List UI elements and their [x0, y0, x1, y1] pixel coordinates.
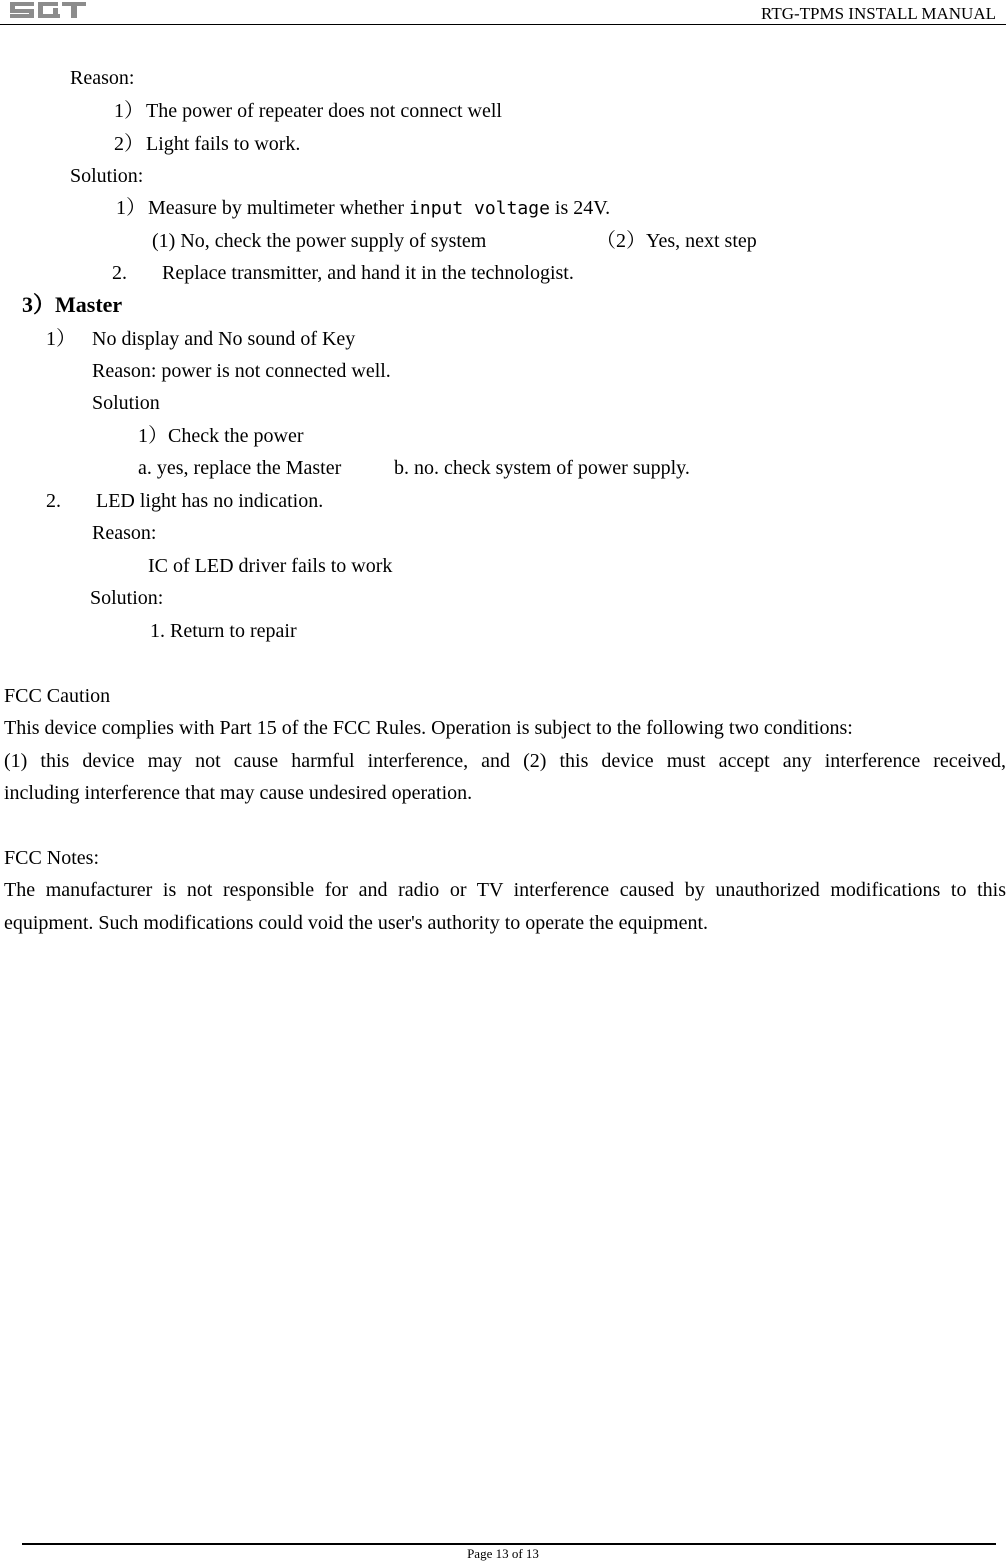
page-number: Page 13 of 13 — [467, 1546, 539, 1561]
master-issue-1-reason: Reason: power is not connected well. — [92, 360, 391, 382]
master-issue-1-number: 1） — [46, 328, 76, 350]
master-issue-2-reason-label: Reason: — [92, 522, 157, 544]
master-issue-2-title: LED light has no indication. — [96, 490, 324, 512]
solution-step-2-text: Replace transmitter, and hand it in the technologist. — [162, 262, 574, 284]
company-logo — [8, 0, 88, 20]
fcc-caution-title: FCC Caution — [4, 685, 111, 707]
solution-step-1-pre: Measure by multimeter whether — [148, 197, 410, 219]
input-voltage-term: input voltage — [409, 198, 550, 219]
footer-divider — [22, 1543, 996, 1545]
reason-item-2-number: 2） — [114, 133, 144, 155]
solution-option-yes: （2）Yes, next step — [596, 230, 757, 252]
reason-item-1 — [114, 101, 502, 121]
master-issue-2-reason: IC of LED driver fails to work — [148, 555, 393, 577]
fcc-notes-line-2: equipment. Such modifications could void the user's authority to operate the equipment. — [4, 912, 709, 934]
fcc-caution-line-1: This device complies with Part 15 of the FCC Rules. Operation is subject to the following two conditions: — [4, 717, 853, 739]
reason-item-2-text: Light fails to work. — [146, 133, 301, 155]
fcc-caution-line-3: including interference that may cause undesired operation. — [4, 782, 473, 804]
fcc-notes-title: FCC Notes: — [4, 847, 100, 869]
solution-step-1 — [116, 198, 610, 218]
header-divider — [0, 24, 1006, 25]
master-issue-1-option-b: b. no. check system of power supply. — [394, 457, 690, 479]
reason-item-1-text: The power of repeater does not connect well — [146, 100, 502, 122]
master-issue-2-solution: 1. Return to repair — [150, 620, 297, 642]
master-issue-1-option-a: a. yes, replace the Master — [138, 457, 342, 479]
solution-label: Solution: — [70, 165, 144, 187]
solution-step-1-post: is 24V. — [549, 197, 611, 219]
master-issue-2-number: 2. — [46, 490, 61, 512]
solution-step-1-number: 1） — [116, 197, 146, 219]
master-issue-1-title: No display and No sound of Key — [92, 328, 356, 350]
solution-option-no: (1) No, check the power supply of system — [152, 230, 487, 252]
document-title: RTG-TPMS INSTALL MANUAL — [761, 4, 996, 23]
reason-label: Reason: — [70, 67, 135, 89]
reason-item-1-number: 1） — [114, 100, 144, 122]
fcc-caution-line-2: (1) this device may not cause harmful interference, and (2) this device must accept any interference received, — [4, 750, 1006, 772]
reason-item-2 — [114, 134, 300, 154]
master-issue-1-solution-label: Solution — [92, 392, 160, 414]
master-issue-1-step: 1）Check the power — [138, 425, 304, 447]
master-section-heading: 3）Master — [22, 292, 123, 317]
fcc-notes-line-1: The manufacturer is not responsible for and radio or TV interference caused by unauthorized modifications to this — [4, 879, 1006, 901]
solution-step-2-number: 2. — [112, 262, 127, 284]
master-issue-2-solution-label: Solution: — [90, 587, 164, 609]
